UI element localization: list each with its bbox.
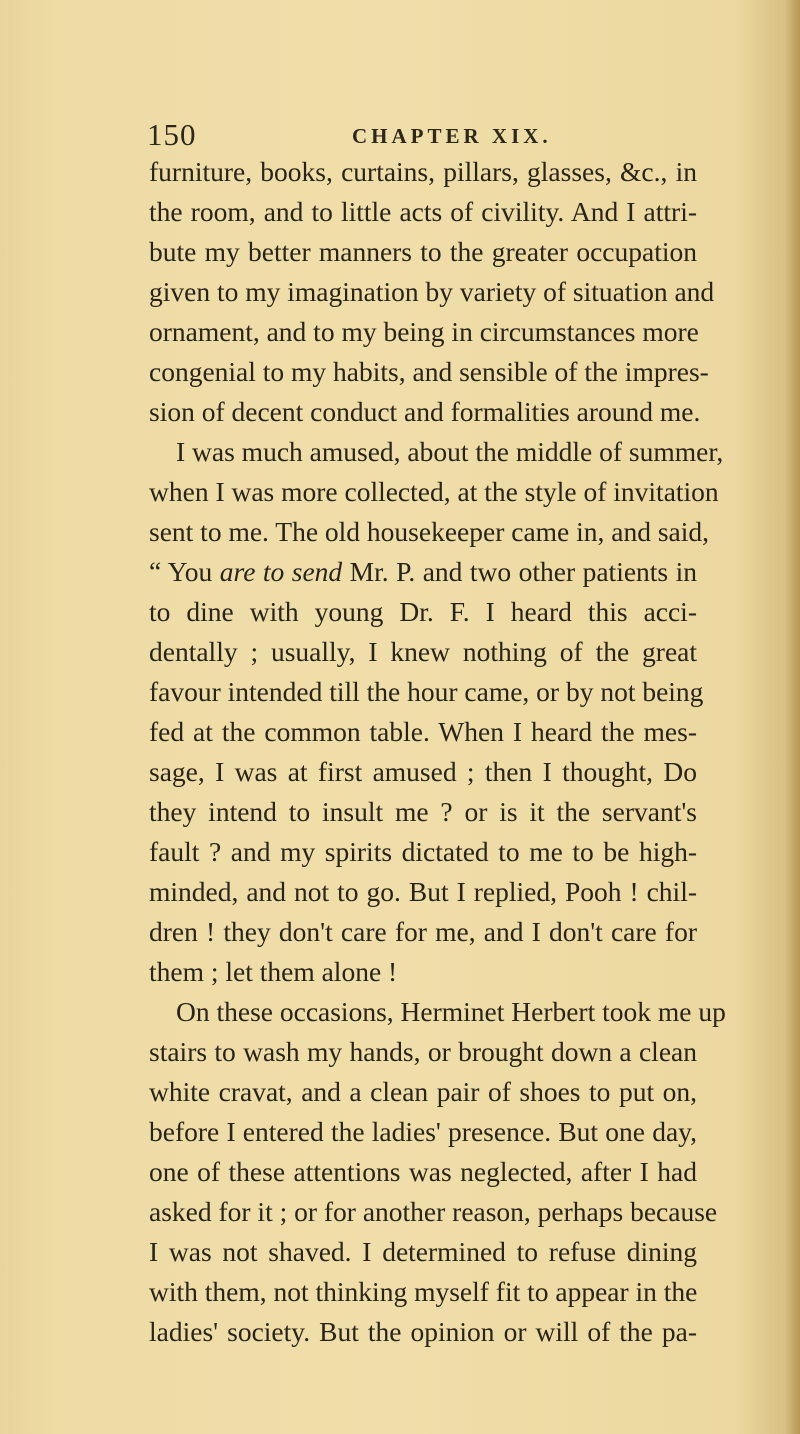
text-line: with them, not thinking myself fit to appear in the (149, 1276, 698, 1307)
text-line: dentally ; usually, I knew nothing of the great (149, 636, 697, 667)
text-line: furniture, books, curtains, pillars, glasses, &c., in (149, 156, 697, 187)
italic-text: are to send (219, 556, 343, 587)
text-line: given to my imagination by variety of situation and (149, 276, 715, 307)
text-line: one of these attentions was neglected, after I had (149, 1156, 697, 1187)
text-line: them ; let them alone ! (149, 956, 398, 987)
text-line: asked for it ; or for another reason, perhaps because (149, 1196, 718, 1227)
page-edge-shadow (786, 0, 800, 1434)
text-line: stairs to wash my hands, or brought down a clean (149, 1036, 697, 1067)
page-header (147, 117, 707, 157)
text-line: fault ? and my spirits dictated to me to be high- (149, 836, 697, 867)
text-line: I was much amused, about the middle of summer, (176, 436, 724, 467)
text-line: to dine with young Dr. F. I heard this acci- (149, 596, 697, 627)
text-line: sion of decent conduct and formalities around me. (149, 396, 701, 427)
text-segment: Mr. P. and two other patients in (342, 556, 698, 587)
text-line: fed at the common table. When I heard the mes- (149, 716, 697, 747)
running-head: CHAPTER XIX. (352, 124, 552, 148)
text-segment: “ You (149, 556, 220, 587)
text-line: minded, and not to go. But I replied, Pooh ! chil- (149, 876, 697, 907)
text-line: favour intended till the hour came, or by not being (149, 676, 704, 707)
text-line: when I was more collected, at the style of invitation (149, 476, 719, 507)
text-line: white cravat, and a clean pair of shoes to put on, (149, 1076, 697, 1107)
text-line: ornament, and to my being in circumstances more (149, 316, 699, 347)
text-line: ladies' society. But the opinion or will of the pa- (149, 1316, 697, 1347)
text-line (149, 552, 697, 592)
text-line: before I entered the ladies' presence. But one day, (149, 1116, 697, 1147)
body-text (149, 152, 726, 1352)
text-line: sage, I was at first amused ; then I thought, Do (149, 756, 697, 787)
text-line: they intend to insult me ? or is it the servant's (149, 796, 697, 827)
text-line: On these occasions, Herminet Herbert took me up (176, 996, 726, 1027)
text-line: the room, and to little acts of civility. And I attri- (149, 196, 697, 227)
text-line: congenial to my habits, and sensible of the impres- (149, 356, 709, 387)
text-line: sent to me. The old housekeeper came in, and said, (149, 516, 710, 547)
text-line: I was not shaved. I determined to refuse dining (149, 1236, 697, 1267)
text-line: dren ! they don't care for me, and I don't care for (149, 916, 697, 947)
text-line: bute my better manners to the greater occupation (149, 236, 697, 267)
page-number: 150 (147, 117, 197, 152)
